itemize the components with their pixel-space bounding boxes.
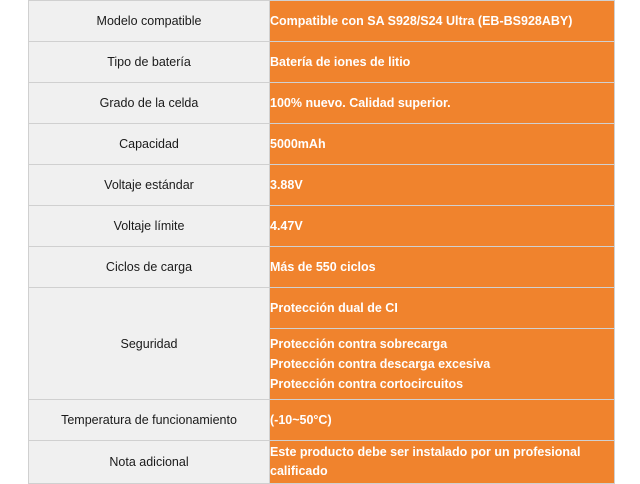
table-row xyxy=(29,288,615,329)
spec-label-cell-grade: Grado de la celda xyxy=(29,83,270,124)
spec-label-limit-voltage: Voltaje límite xyxy=(29,206,270,247)
table-row xyxy=(29,42,615,83)
spec-label-charge-cycles: Ciclos de carga xyxy=(29,247,270,288)
spec-value-additional-note: Este producto debe ser instalado por un profesional calificado xyxy=(270,441,615,484)
table-row xyxy=(29,400,615,441)
table-row xyxy=(29,247,615,288)
security-line-short-circuit: Protección contra cortocircuitos xyxy=(270,377,464,391)
spec-value-capacity: 5000mAh xyxy=(270,124,615,165)
security-line-overdischarge: Protección contra descarga excesiva xyxy=(270,357,491,371)
spec-label-additional-note: Nota adicional xyxy=(29,441,270,484)
spec-value-battery-type: Batería de iones de litio xyxy=(270,42,615,83)
security-line-overcharge: Protección contra sobrecarga xyxy=(270,337,448,351)
spec-value-security-dual-ic: Protección dual de CI xyxy=(270,288,615,329)
spec-value-security-protections xyxy=(270,329,615,400)
spec-label-compatible-model: Modelo compatible xyxy=(29,1,270,42)
table-row xyxy=(29,1,615,42)
spec-value-compatible-model: Compatible con SA S928/S24 Ultra (EB-BS928ABY) xyxy=(270,1,615,42)
specifications-table xyxy=(28,0,615,484)
table-row xyxy=(29,124,615,165)
spec-value-standard-voltage: 3.88V xyxy=(270,165,615,206)
spec-label-operating-temperature: Temperatura de funcionamiento xyxy=(29,400,270,441)
spec-value-limit-voltage: 4.47V xyxy=(270,206,615,247)
spec-label-security: Seguridad xyxy=(29,288,270,400)
spec-label-standard-voltage: Voltaje estándar xyxy=(29,165,270,206)
table-row xyxy=(29,165,615,206)
spec-value-charge-cycles: Más de 550 ciclos xyxy=(270,247,615,288)
spec-label-capacity: Capacidad xyxy=(29,124,270,165)
table-row xyxy=(29,206,615,247)
table-row xyxy=(29,441,615,484)
spec-label-battery-type: Tipo de batería xyxy=(29,42,270,83)
table-row xyxy=(29,83,615,124)
spec-value-operating-temperature: (-10~50°C) xyxy=(270,400,615,441)
spec-value-cell-grade: 100% nuevo. Calidad superior. xyxy=(270,83,615,124)
